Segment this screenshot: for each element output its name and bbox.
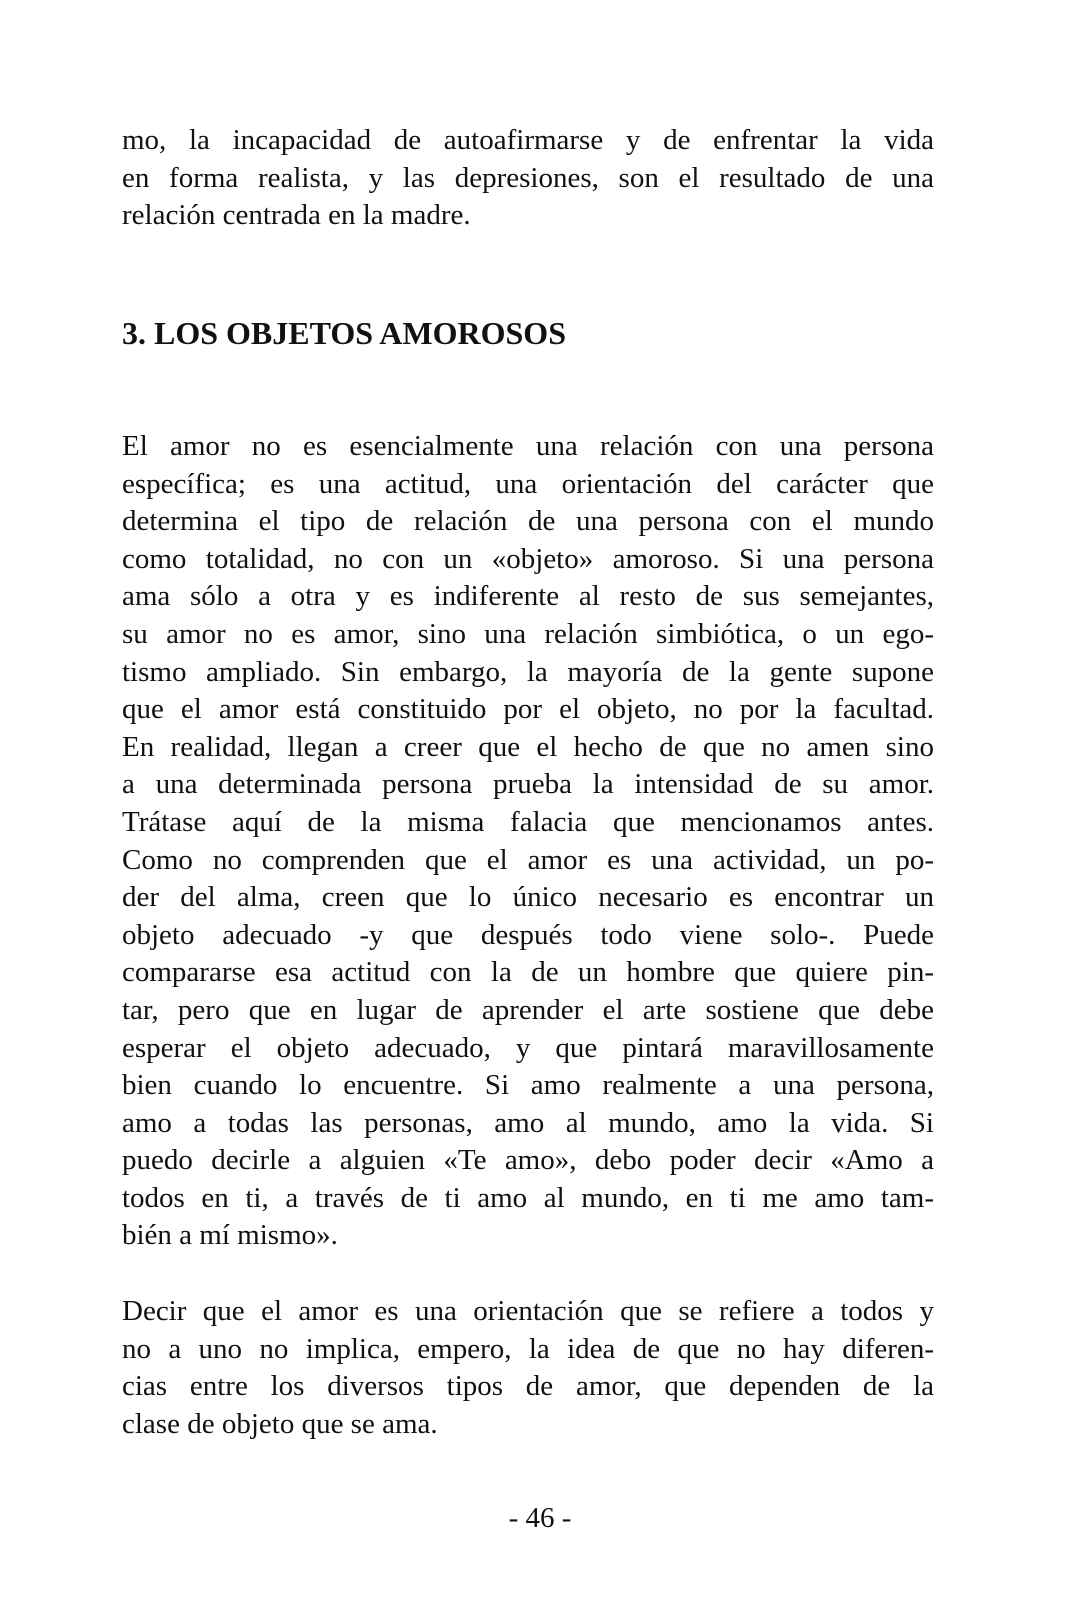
text-line: amo a todas las personas, amo al mundo, amo la vida. Si xyxy=(122,1106,934,1139)
paragraph-body-2 xyxy=(122,1293,934,1443)
paragraph-body-1 xyxy=(122,428,934,1255)
section-heading: 3. LOS OBJETOS AMOROSOS xyxy=(122,315,566,351)
text-line: Trátase aquí de la misma falacia que mencionamos antes. xyxy=(122,805,934,838)
text-line: esperar el objeto adecuado, y que pintará maravillosamente xyxy=(122,1031,934,1064)
text-line: En realidad, llegan a creer que el hecho de que no amen sino xyxy=(122,730,934,763)
text-line: Como no comprenden que el amor es una actividad, un po- xyxy=(122,843,934,876)
text-line: bién a mí mismo». xyxy=(122,1219,338,1252)
text-line: clase de objeto que se ama. xyxy=(122,1407,438,1440)
text-line: ama sólo a otra y es indiferente al resto de sus semejantes, xyxy=(122,580,934,613)
text-line: que el amor está constituido por el objeto, no por la facultad. xyxy=(122,693,934,726)
text-line: der del alma, creen que lo único necesario es encontrar un xyxy=(122,881,934,914)
text-line: bien cuando lo encuentre. Si amo realmente a una persona, xyxy=(122,1069,934,1102)
text-line: objeto adecuado -y que después todo viene solo-. Puede xyxy=(122,918,934,951)
text-line: todos en ti, a través de ti amo al mundo, en ti me amo tam- xyxy=(122,1181,934,1214)
page-number: - 46 - xyxy=(508,1502,572,1534)
text-line: tismo ampliado. Sin embargo, la mayoría de la gente supone xyxy=(122,655,934,688)
text-line: compararse esa actitud con la de un hombre que quiere pin- xyxy=(122,956,934,989)
text-line: como totalidad, no con un «objeto» amoroso. Si una persona xyxy=(122,542,934,575)
text-line: su amor no es amor, sino una relación simbiótica, o un ego- xyxy=(122,617,934,650)
text-line: determina el tipo de relación de una persona con el mundo xyxy=(122,505,934,538)
text-line: cias entre los diversos tipos de amor, que dependen de la xyxy=(122,1370,934,1403)
text-line: Decir que el amor es una orientación que se refiere a todos y xyxy=(122,1295,934,1327)
text-line: tar, pero que en lugar de aprender el arte sostiene que debe xyxy=(122,993,934,1026)
text-line: no a uno no implica, empero, la idea de que no hay diferen- xyxy=(122,1332,934,1365)
text-line: puedo decirle a alguien «Te amo», debo poder decir «Amo a xyxy=(122,1144,934,1177)
text-line: El amor no es esencialmente una relación con una persona xyxy=(122,430,934,462)
paragraph-intro xyxy=(122,122,934,235)
text-line: específica; es una actitud, una orientación del carácter que xyxy=(122,467,934,500)
text-line: en forma realista, y las depresiones, son el resultado de una xyxy=(122,161,934,194)
text-line: a una determinada persona prueba la intensidad de su amor. xyxy=(122,768,934,801)
text-line: mo, la incapacidad de autoafirmarse y de enfrentar la vida xyxy=(122,124,934,156)
text-line: relación centrada en la madre. xyxy=(122,199,471,232)
